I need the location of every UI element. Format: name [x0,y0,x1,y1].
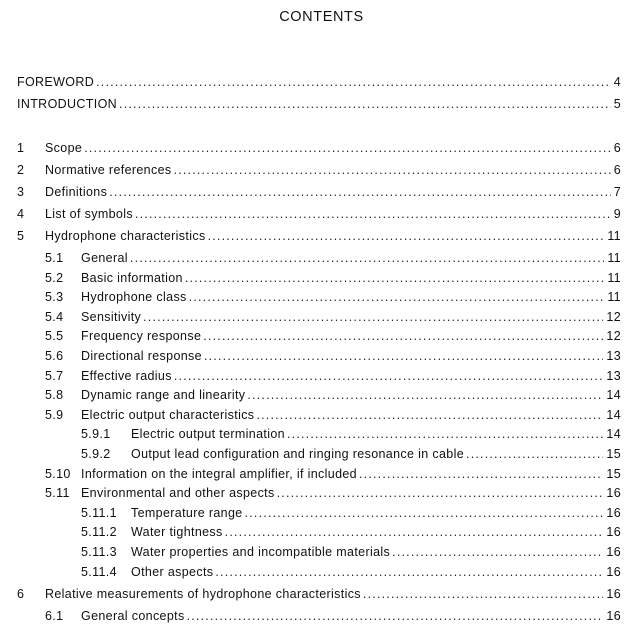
toc-section-entry[interactable] [0,585,643,603]
toc-subsection-entry[interactable] [0,406,643,424]
toc-subsection-entry[interactable] [0,347,643,365]
dot-leader [174,367,604,385]
toc-page-number: 5 [613,97,621,111]
toc-section-entry[interactable] [0,183,643,201]
toc-entry-title[interactable]: Effective radius [81,369,172,383]
toc-page-number: 7 [613,185,621,199]
toc-page-number: 14 [606,408,621,422]
toc-entry-number: 5.9 [45,408,64,422]
toc-page-number: 16 [606,506,621,520]
toc-entry-title[interactable]: Scope [45,141,83,155]
toc-entry-title[interactable]: General concepts [81,609,185,623]
toc-subsection-entry[interactable] [0,288,643,306]
dot-leader [363,585,603,603]
toc-entry-number: 5.11.2 [81,525,117,539]
toc-entry-title[interactable]: Directional response [81,349,202,363]
toc-page-number: 12 [606,310,621,324]
toc-page-number: 11 [607,271,621,285]
dot-leader [84,139,610,157]
dot-leader [143,308,603,326]
toc-entry-title[interactable]: Sensitivity [81,310,142,324]
toc-page-number: 14 [606,427,621,441]
toc-entry-number: 5.9.2 [81,447,111,461]
dot-leader [392,543,603,561]
toc-entry-number: 2 [17,163,25,177]
toc-entry-title[interactable]: FOREWORD [17,75,95,89]
toc-front-matter-entry[interactable] [0,73,643,91]
toc-entry-title[interactable]: Output lead configuration and ringing resonance in cable [131,447,465,461]
toc-entry-title[interactable]: Water tightness [131,525,223,539]
toc-subsection-entry[interactable] [0,308,643,326]
toc-page-number: 16 [606,486,621,500]
toc-entry-number: 5.2 [45,271,64,285]
toc-page-number: 13 [606,369,621,383]
toc-page-number: 16 [606,609,621,623]
toc-entry-number: 5.11 [45,486,70,500]
toc-entry-title[interactable]: Dynamic range and linearity [81,388,246,402]
toc-entry-number: 5.3 [45,290,64,304]
toc-entry-number: 5.8 [45,388,64,402]
toc-entry-title[interactable]: Relative measurements of hydrophone characteristics [45,587,361,601]
toc-page-number: 15 [606,467,621,481]
toc-entry-number: 5.9.1 [81,427,111,441]
dot-leader [109,183,610,201]
dot-leader [174,161,611,179]
dot-leader [135,205,611,223]
dot-leader [96,73,611,91]
toc-subsection-entry[interactable] [0,249,643,267]
toc-entry-title[interactable]: Information on the integral amplifier, if included [81,467,357,481]
toc-entry-title[interactable]: Definitions [45,185,108,199]
dot-leader [130,249,604,267]
toc-subsection-entry[interactable] [0,504,643,522]
toc-subsection-entry[interactable] [0,386,643,404]
dot-leader [256,406,603,424]
dot-leader [215,563,603,581]
dot-leader [185,269,604,287]
dot-leader [359,465,603,483]
dot-leader [187,607,604,625]
toc-section-entry[interactable] [0,205,643,223]
toc-page-number: 9 [613,207,621,221]
toc-page-number: 16 [606,525,621,539]
toc-page-number: 6 [613,163,621,177]
toc-subsection-entry[interactable] [0,269,643,287]
toc-page-number: 16 [606,565,621,579]
toc-section-entry[interactable] [0,139,643,157]
toc-page-number: 6 [613,141,621,155]
toc-page-number: 15 [606,447,621,461]
toc-page-number: 11 [607,290,621,304]
toc-entry-number: 6.1 [45,609,64,623]
toc-subsection-entry[interactable] [0,367,643,385]
toc-page-number: 13 [606,349,621,363]
dot-leader [189,288,605,306]
dot-leader [119,95,611,113]
toc-subsection-entry[interactable] [0,445,643,463]
dot-leader [204,347,603,365]
toc-entry-number: 5.11.1 [81,506,117,520]
dot-leader [225,523,604,541]
toc-subsection-entry[interactable] [0,607,643,625]
toc-page-number: 11 [607,251,621,265]
toc-entry-title[interactable]: General [81,251,128,265]
toc-page-number: 14 [606,388,621,402]
toc-entry-number: 5.6 [45,349,64,363]
dot-leader [466,445,603,463]
toc-entry-number: 3 [17,185,25,199]
toc-front-matter-entry[interactable] [0,95,643,113]
toc-subsection-entry[interactable] [0,523,643,541]
toc-entry-title[interactable]: Frequency response [81,329,202,343]
toc-entry-title[interactable]: Hydrophone class [81,290,187,304]
toc-entry-title[interactable]: Water properties and incompatible materials [131,545,391,559]
toc-entry-number: 5.4 [45,310,64,324]
toc-subsection-entry[interactable] [0,327,643,345]
dot-leader [203,327,603,345]
toc-entry-number: 5.10 [45,467,71,481]
toc-entry-number: 5 [17,229,25,243]
toc-entry-number: 5.7 [45,369,64,383]
toc-section-entry[interactable] [0,227,643,245]
toc-entry-title[interactable]: Electric output termination [131,427,285,441]
toc-entry-title[interactable]: Basic information [81,271,183,285]
toc-page-number: 4 [613,75,621,89]
dot-leader [208,227,605,245]
toc-entry-title[interactable]: Normative references [45,163,172,177]
toc-entry-title[interactable]: Temperature range [131,506,243,520]
toc-entry-title[interactable]: List of symbols [45,207,133,221]
toc-entry-number: 1 [17,141,25,155]
toc-subsection-entry[interactable] [0,465,643,483]
dot-leader [287,425,603,443]
toc-entry-number: 4 [17,207,25,221]
dot-leader [277,484,604,502]
toc-page-number: 11 [607,229,621,243]
toc-entry-title[interactable]: Other aspects [131,565,214,579]
toc-subsection-entry[interactable] [0,543,643,561]
dot-leader [247,386,603,404]
toc-subsection-entry[interactable] [0,563,643,581]
toc-entry-number: 6 [17,587,25,601]
toc-page-number: 16 [606,545,621,559]
toc-section-entry[interactable] [0,161,643,179]
toc-entry-number: 5.11.4 [81,565,117,579]
toc-entry-number: 5.5 [45,329,64,343]
toc-subsection-entry[interactable] [0,425,643,443]
dot-leader [245,504,604,522]
toc-entry-title[interactable]: Hydrophone characteristics [45,229,206,243]
toc-page-number: 12 [606,329,621,343]
toc-entry-title[interactable]: Electric output characteristics [81,408,255,422]
toc-entry-number: 5.1 [45,251,64,265]
toc-subsection-entry[interactable] [0,484,643,502]
page-title: CONTENTS [279,9,364,25]
toc-entry-title[interactable]: Environmental and other aspects [81,486,275,500]
toc-page-number: 16 [606,587,621,601]
toc-entry-title[interactable]: INTRODUCTION [17,97,118,111]
toc-entry-number: 5.11.3 [81,545,117,559]
